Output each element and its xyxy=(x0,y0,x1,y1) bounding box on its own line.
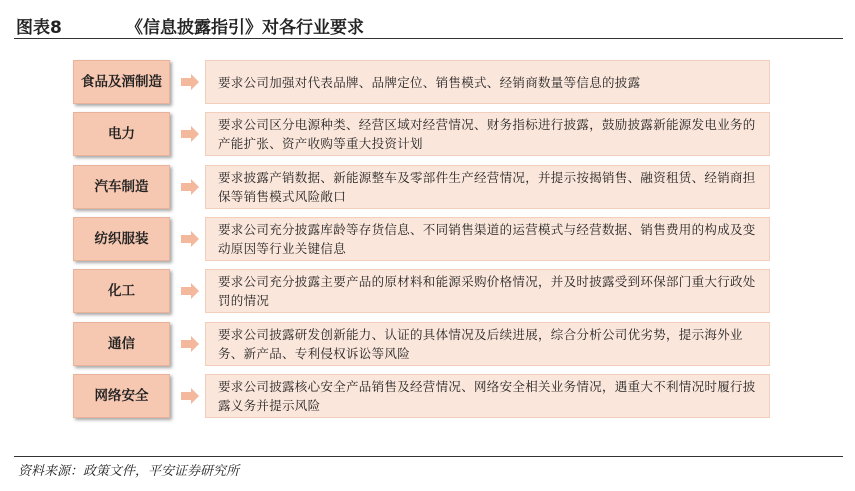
requirement-row xyxy=(0,269,855,317)
requirement-row xyxy=(0,60,855,108)
requirement-description: 要求公司充分披露库龄等存货信息、不同销售渠道的运营模式与经营数据、销售费用的构成及变动原因等行业关键信息 xyxy=(205,217,770,261)
right-arrow-icon xyxy=(181,126,199,142)
requirement-row xyxy=(0,217,855,265)
industry-label: 化工 xyxy=(73,269,170,313)
industry-label: 通信 xyxy=(73,322,170,366)
right-arrow-icon xyxy=(181,388,199,404)
requirement-row xyxy=(0,165,855,213)
right-arrow-icon xyxy=(181,231,199,247)
source-note: 资料来源：政策文件，平安证券研究所 xyxy=(18,464,240,479)
requirement-description: 要求公司披露核心安全产品销售及经营情况、网络安全相关业务情况，遇重大不利情况时履行披露义务并提示风险 xyxy=(205,374,770,418)
requirement-description: 要求公司充分披露主要产品的原材料和能源采购价格情况，并及时披露受到环保部门重大行政处罚的情况 xyxy=(205,269,770,313)
right-arrow-icon xyxy=(181,283,199,299)
requirement-description: 要求公司区分电源种类、经营区域对经营情况、财务指标进行披露，鼓励披露新能源发电业务的产能扩张、资产收购等重大投资计划 xyxy=(205,112,770,156)
figure-footer xyxy=(14,456,843,479)
figure-header xyxy=(14,8,843,39)
requirement-description: 要求公司加强对代表品牌、品牌定位、销售模式、经销商数量等信息的披露 xyxy=(205,60,770,104)
figure-label: 图表8 xyxy=(16,18,62,38)
right-arrow-icon xyxy=(181,74,199,90)
industry-label: 网络安全 xyxy=(73,374,170,418)
industry-label: 汽车制造 xyxy=(73,165,170,209)
industry-label: 食品及酒制造 xyxy=(73,60,170,104)
requirement-row xyxy=(0,112,855,160)
requirement-description: 要求公司披露研发创新能力、认证的具体情况及后续进展，综合分析公司优劣势，提示海外业务、新产品、专利侵权诉讼等风险 xyxy=(205,322,770,366)
right-arrow-icon xyxy=(181,336,199,352)
requirement-row xyxy=(0,374,855,422)
industry-label: 纺织服装 xyxy=(73,217,170,261)
industry-label: 电力 xyxy=(73,112,170,156)
figure-title: 《信息披露指引》对各行业要求 xyxy=(126,18,364,38)
requirement-description: 要求披露产销数据、新能源整车及零部件生产经营情况，并提示按揭销售、融资租赁、经销商担保等销售模式风险敞口 xyxy=(205,165,770,209)
requirement-row xyxy=(0,322,855,370)
right-arrow-icon xyxy=(181,179,199,195)
